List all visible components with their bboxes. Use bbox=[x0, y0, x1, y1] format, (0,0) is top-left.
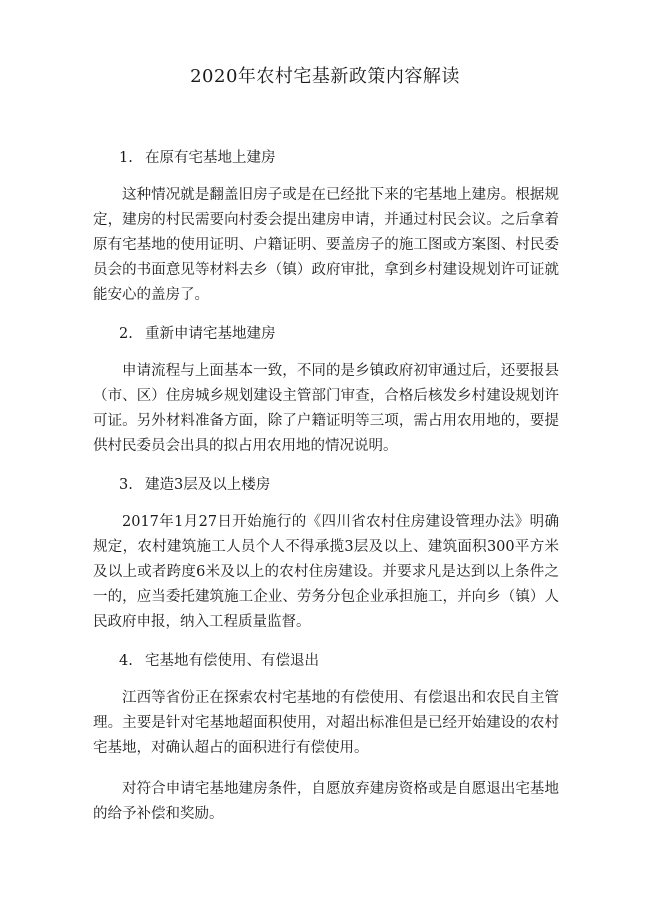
section-number: 3. bbox=[119, 477, 133, 493]
section-3-paragraph: 2017年1月27日开始施行的《四川省农村住房建设管理办法》明确规定，农村建筑施工人员个人不得承揽3层及以上、建筑面积300平方米及以上或者跨度6米及以上的农村住房建设。并要求凡是达到以上条件之一的，应当委托建筑施工企业、劳务分包企业承担施工，并向乡（镇）人民政府申报，纳入工程质量监督。 bbox=[93, 514, 559, 630]
section-1-paragraph: 这种情况就是翻盖旧房子或是在已经批下来的宅基地上建房。根据规定，建房的村民需要向村委会提出建房申请，并通过村民会议。之后拿着原有宅基地的使用证明、户籍证明、要盖房子的施工图或方案图、村民委员会的书面意见等材料去乡（镇）政府审批，拿到乡村建设规划许可证就能安心的盖房了。 bbox=[93, 187, 559, 303]
page-title: 2020年农村宅基新政策内容解读 bbox=[190, 66, 460, 87]
section-4-paragraph-1: 江西等省份正在探索农村宅基地的有偿使用、有偿退出和农民自主管理。主要是针对宅基地超面积使用，对超出标准但是已经开始建设的农村宅基地，对确认超占的面积进行有偿使用。 bbox=[93, 690, 559, 756]
section-heading-4 bbox=[93, 651, 559, 671]
section-heading-1 bbox=[93, 148, 559, 168]
document-body bbox=[93, 148, 559, 843]
section-4-paragraph-2: 对符合申请宅基地建房条件，自愿放弃建房资格或是自愿退出宅基地的给予补偿和奖励。 bbox=[93, 781, 559, 822]
section-heading-2 bbox=[93, 324, 559, 344]
section-title: 宅基地有偿使用、有偿退出 bbox=[145, 653, 319, 669]
section-number: 1. bbox=[119, 150, 133, 166]
section-title: 在原有宅基地上建房 bbox=[145, 150, 276, 166]
section-2-paragraph: 申请流程与上面基本一致，不同的是乡镇政府初审通过后，还要报县（市、区）住房城乡规划建设主管部门审查，合格后核发乡村建设规划许可证。另外材料准备方面，除了户籍证明等三项，需占用农用地的，要提供村民委员会出具的拟占用农用地的情况说明。 bbox=[93, 363, 559, 454]
section-title: 重新申请宅基地建房 bbox=[145, 326, 276, 342]
section-title: 建造3层及以上楼房 bbox=[145, 477, 271, 493]
section-heading-3 bbox=[93, 475, 559, 495]
section-number: 4. bbox=[119, 653, 133, 669]
section-number: 2. bbox=[119, 326, 133, 342]
